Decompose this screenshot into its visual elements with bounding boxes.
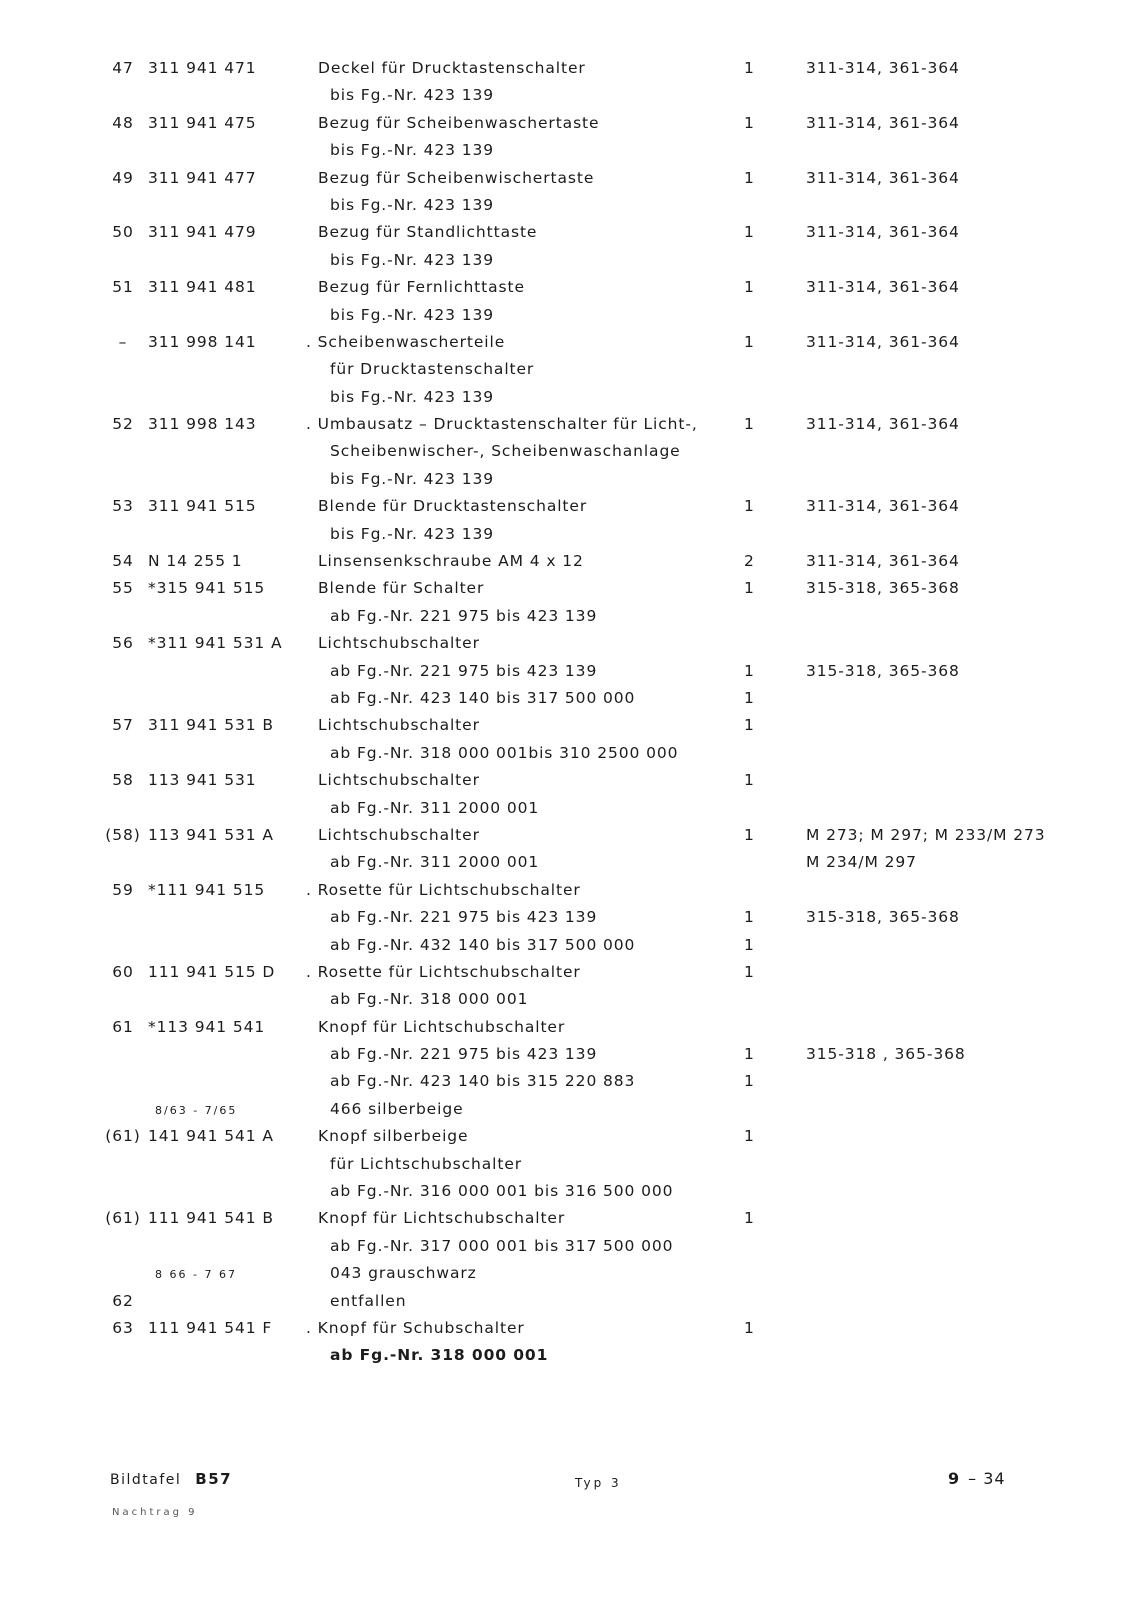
table-row xyxy=(0,249,1141,276)
position-number: 52 xyxy=(112,415,134,434)
part-description: ab Fg.-Nr. 221 975 bis 423 139 xyxy=(330,661,598,680)
plate-label: Bildtafel xyxy=(110,1472,182,1488)
part-description: Bezug für Scheibenwaschertaste xyxy=(318,113,600,132)
part-description: entfallen xyxy=(330,1291,407,1310)
model-applicability: 311-314, 361-364 xyxy=(806,415,960,434)
model-applicability: 311-314, 361-364 xyxy=(806,223,960,242)
part-description: ab Fg.-Nr. 311 2000 001 xyxy=(330,798,540,817)
part-description: Knopf silberbeige xyxy=(318,1127,469,1146)
position-number: 48 xyxy=(112,113,134,132)
part-description: . Rosette für Lichtschubschalter xyxy=(306,962,581,981)
quantity: 1 xyxy=(744,113,755,132)
table-row xyxy=(0,495,1141,522)
model-applicability: M 234/M 297 xyxy=(806,853,917,872)
table-row xyxy=(0,988,1141,1015)
part-description: Bezug für Scheibenwischertaste xyxy=(318,168,595,187)
quantity: 1 xyxy=(744,771,755,790)
part-description: ab Fg.-Nr. 317 000 001 bis 317 500 000 xyxy=(330,1236,674,1255)
position-number: 53 xyxy=(112,497,134,516)
page-separator: – xyxy=(968,1469,978,1488)
table-row xyxy=(0,1235,1141,1262)
quantity: 1 xyxy=(744,1072,755,1091)
table-row xyxy=(0,221,1141,248)
quantity: 1 xyxy=(744,1045,755,1064)
quantity: 1 xyxy=(744,825,755,844)
position-number: 58 xyxy=(112,771,134,790)
part-number: *113 941 541 xyxy=(148,1017,266,1036)
table-row xyxy=(0,797,1141,824)
table-row xyxy=(0,57,1141,84)
table-row xyxy=(0,1125,1141,1152)
part-number: 111 941 541 B xyxy=(148,1209,274,1228)
model-applicability: 315-318, 365-368 xyxy=(806,661,960,680)
date-range: 8/63 - 7/65 xyxy=(155,1103,238,1117)
part-description: . Scheibenwascherteile xyxy=(306,332,506,351)
part-description: 466 silberbeige xyxy=(330,1099,464,1118)
position-number: 61 xyxy=(112,1017,134,1036)
part-number: 311 941 515 xyxy=(148,497,257,516)
part-description: Lichtschubschalter xyxy=(318,716,480,735)
part-number: 111 941 541 F xyxy=(148,1318,273,1337)
table-row xyxy=(0,632,1141,659)
part-number: 111 941 515 D xyxy=(148,962,276,981)
part-description: bis Fg.-Nr. 423 139 xyxy=(330,141,495,160)
page-number xyxy=(948,1469,1006,1488)
table-row xyxy=(0,1016,1141,1043)
model-applicability: 311-314, 361-364 xyxy=(806,497,960,516)
part-number: 113 941 531 xyxy=(148,771,257,790)
part-number: 311 998 141 xyxy=(148,332,257,351)
part-description: ab Fg.-Nr. 221 975 bis 423 139 xyxy=(330,908,598,927)
table-row xyxy=(0,1207,1141,1234)
quantity: 1 xyxy=(744,962,755,981)
part-number: *315 941 515 xyxy=(148,579,266,598)
position-number: 56 xyxy=(112,634,134,653)
plate-reference xyxy=(110,1470,232,1488)
quantity: 1 xyxy=(744,168,755,187)
part-number: 311 941 471 xyxy=(148,59,257,77)
position-number: 60 xyxy=(112,962,134,981)
model-applicability: 315-318, 365-368 xyxy=(806,908,960,927)
part-description: Lichtschubschalter xyxy=(318,771,480,790)
supplement-note: Nachtrag 9 xyxy=(112,1507,198,1518)
table-row xyxy=(0,550,1141,577)
quantity: 1 xyxy=(744,1318,755,1337)
table-row xyxy=(0,194,1141,221)
table-row xyxy=(0,660,1141,687)
model-applicability: 315-318, 365-368 xyxy=(806,579,960,598)
part-description: ab Fg.-Nr. 311 2000 001 xyxy=(330,853,540,872)
table-row xyxy=(0,84,1141,111)
part-number: N 14 255 1 xyxy=(148,552,243,571)
quantity: 1 xyxy=(744,497,755,516)
quantity: 1 xyxy=(744,908,755,927)
quantity: 1 xyxy=(744,661,755,680)
position-number: (61) xyxy=(105,1209,141,1228)
part-number: 311 998 143 xyxy=(148,415,257,434)
part-number: *311 941 531 A xyxy=(148,634,283,653)
table-row xyxy=(0,386,1141,413)
part-description: . Rosette für Lichtschubschalter xyxy=(306,880,581,899)
part-description: ab Fg.-Nr. 423 140 bis 315 220 883 xyxy=(330,1072,636,1091)
table-row xyxy=(0,605,1141,632)
part-number: 113 941 531 A xyxy=(148,825,274,844)
quantity: 1 xyxy=(744,223,755,242)
part-description: Blende für Drucktastenschalter xyxy=(318,497,588,516)
table-row xyxy=(0,1290,1141,1317)
position-number: (58) xyxy=(105,825,141,844)
part-description: bis Fg.-Nr. 423 139 xyxy=(330,524,495,543)
quantity: 1 xyxy=(744,332,755,351)
position-number: 62 xyxy=(112,1291,134,1310)
quantity: 1 xyxy=(744,415,755,434)
page-number-value: 34 xyxy=(983,1469,1006,1488)
part-description: bis Fg.-Nr. 423 139 xyxy=(330,469,495,488)
part-number: 311 941 475 xyxy=(148,113,257,132)
table-row xyxy=(0,961,1141,988)
quantity: 1 xyxy=(744,716,755,735)
table-row xyxy=(0,714,1141,741)
part-description: bis Fg.-Nr. 423 139 xyxy=(330,250,495,269)
table-row xyxy=(0,1180,1141,1207)
part-description: Bezug für Standlichttaste xyxy=(318,223,538,242)
part-description: bis Fg.-Nr. 423 139 xyxy=(330,387,495,406)
part-description: . Umbausatz – Drucktastenschalter für Licht-, xyxy=(306,415,698,434)
table-row xyxy=(0,1344,1141,1371)
table-row xyxy=(0,1262,1141,1289)
part-description: Knopf für Lichtschubschalter xyxy=(318,1209,566,1228)
part-description: 043 grauschwarz xyxy=(330,1264,477,1283)
table-row xyxy=(0,824,1141,851)
part-description: ab Fg.-Nr. 318 000 001bis 310 2500 000 xyxy=(330,743,679,762)
table-row xyxy=(0,112,1141,139)
position-number: 54 xyxy=(112,552,134,571)
table-row xyxy=(0,1098,1141,1125)
table-row xyxy=(0,139,1141,166)
position-number: – xyxy=(118,332,128,351)
table-row xyxy=(0,440,1141,467)
part-description: Lichtschubschalter xyxy=(318,825,480,844)
part-description: ab Fg.-Nr. 221 975 bis 423 139 xyxy=(330,1045,598,1064)
table-row xyxy=(0,167,1141,194)
part-description: ab Fg.-Nr. 318 000 001 xyxy=(330,990,529,1009)
part-number: 311 941 481 xyxy=(148,278,257,297)
table-row xyxy=(0,934,1141,961)
part-number: 311 941 479 xyxy=(148,223,257,242)
vehicle-type: Typ 3 xyxy=(575,1476,622,1490)
plate-code: B57 xyxy=(195,1470,233,1488)
part-description: für Lichtschubschalter xyxy=(330,1154,523,1173)
model-applicability: 311-314, 361-364 xyxy=(806,278,960,297)
part-description: Lichtschubschalter xyxy=(318,634,480,653)
part-description: Scheibenwischer-, Scheibenwaschanlage xyxy=(330,442,681,461)
table-row xyxy=(0,742,1141,769)
part-description: Knopf für Lichtschubschalter xyxy=(318,1017,566,1036)
part-description: Blende für Schalter xyxy=(318,579,485,598)
position-number: 57 xyxy=(112,716,134,735)
part-description: ab Fg.-Nr. 318 000 001 xyxy=(330,1346,549,1365)
position-number: 49 xyxy=(112,168,134,187)
part-description: für Drucktastenschalter xyxy=(330,360,535,379)
part-number: 141 941 541 A xyxy=(148,1127,274,1146)
table-row xyxy=(0,276,1141,303)
table-row xyxy=(0,1153,1141,1180)
part-description: Deckel für Drucktastenschalter xyxy=(318,59,586,77)
table-row xyxy=(0,468,1141,495)
table-row xyxy=(0,1043,1141,1070)
part-description: ab Fg.-Nr. 423 140 bis 317 500 000 xyxy=(330,688,636,707)
model-applicability: 311-314, 361-364 xyxy=(806,168,960,187)
quantity: 1 xyxy=(744,1209,755,1228)
position-number: 63 xyxy=(112,1318,134,1337)
table-row xyxy=(0,687,1141,714)
table-row xyxy=(0,523,1141,550)
part-description: ab Fg.-Nr. 432 140 bis 317 500 000 xyxy=(330,935,636,954)
part-description: Linsensenkschraube AM 4 x 12 xyxy=(318,552,584,571)
part-number: 311 941 477 xyxy=(148,168,257,187)
quantity: 1 xyxy=(744,59,755,77)
position-number: 59 xyxy=(112,880,134,899)
table-row xyxy=(0,358,1141,385)
table-row xyxy=(0,577,1141,604)
parts-list xyxy=(0,57,1141,1372)
table-row xyxy=(0,851,1141,878)
model-applicability: 311-314, 361-364 xyxy=(806,113,960,132)
table-row xyxy=(0,879,1141,906)
part-description: . Knopf für Schubschalter xyxy=(306,1318,525,1337)
table-row xyxy=(0,1317,1141,1344)
model-applicability: 315-318 , 365-368 xyxy=(806,1045,966,1064)
part-description: bis Fg.-Nr. 423 139 xyxy=(330,305,495,324)
part-description: bis Fg.-Nr. 423 139 xyxy=(330,86,495,105)
table-row xyxy=(0,304,1141,331)
part-description: ab Fg.-Nr. 221 975 bis 423 139 xyxy=(330,606,598,625)
model-applicability: 311-314, 361-364 xyxy=(806,552,960,571)
date-range: 8 66 - 7 67 xyxy=(155,1268,237,1282)
model-applicability: 311-314, 361-364 xyxy=(806,332,960,351)
model-applicability: M 273; M 297; M 233/M 273 xyxy=(806,825,1046,844)
page-section: 9 xyxy=(948,1469,961,1488)
position-number: 50 xyxy=(112,223,134,242)
position-number: 55 xyxy=(112,579,134,598)
table-row xyxy=(0,1070,1141,1097)
quantity: 1 xyxy=(744,1127,755,1146)
table-row xyxy=(0,413,1141,440)
quantity: 1 xyxy=(744,579,755,598)
quantity: 1 xyxy=(744,935,755,954)
part-number: *111 941 515 xyxy=(148,880,266,899)
quantity: 2 xyxy=(744,552,755,571)
part-description: ab Fg.-Nr. 316 000 001 bis 316 500 000 xyxy=(330,1182,674,1201)
position-number: 51 xyxy=(112,278,134,297)
part-number: 311 941 531 B xyxy=(148,716,274,735)
table-row xyxy=(0,769,1141,796)
position-number: 47 xyxy=(112,59,134,77)
quantity: 1 xyxy=(744,278,755,297)
table-row xyxy=(0,331,1141,358)
position-number: (61) xyxy=(105,1127,141,1146)
table-row xyxy=(0,906,1141,933)
model-applicability: 311-314, 361-364 xyxy=(806,59,960,77)
part-description: bis Fg.-Nr. 423 139 xyxy=(330,195,495,214)
quantity: 1 xyxy=(744,688,755,707)
part-description: Bezug für Fernlichttaste xyxy=(318,278,525,297)
